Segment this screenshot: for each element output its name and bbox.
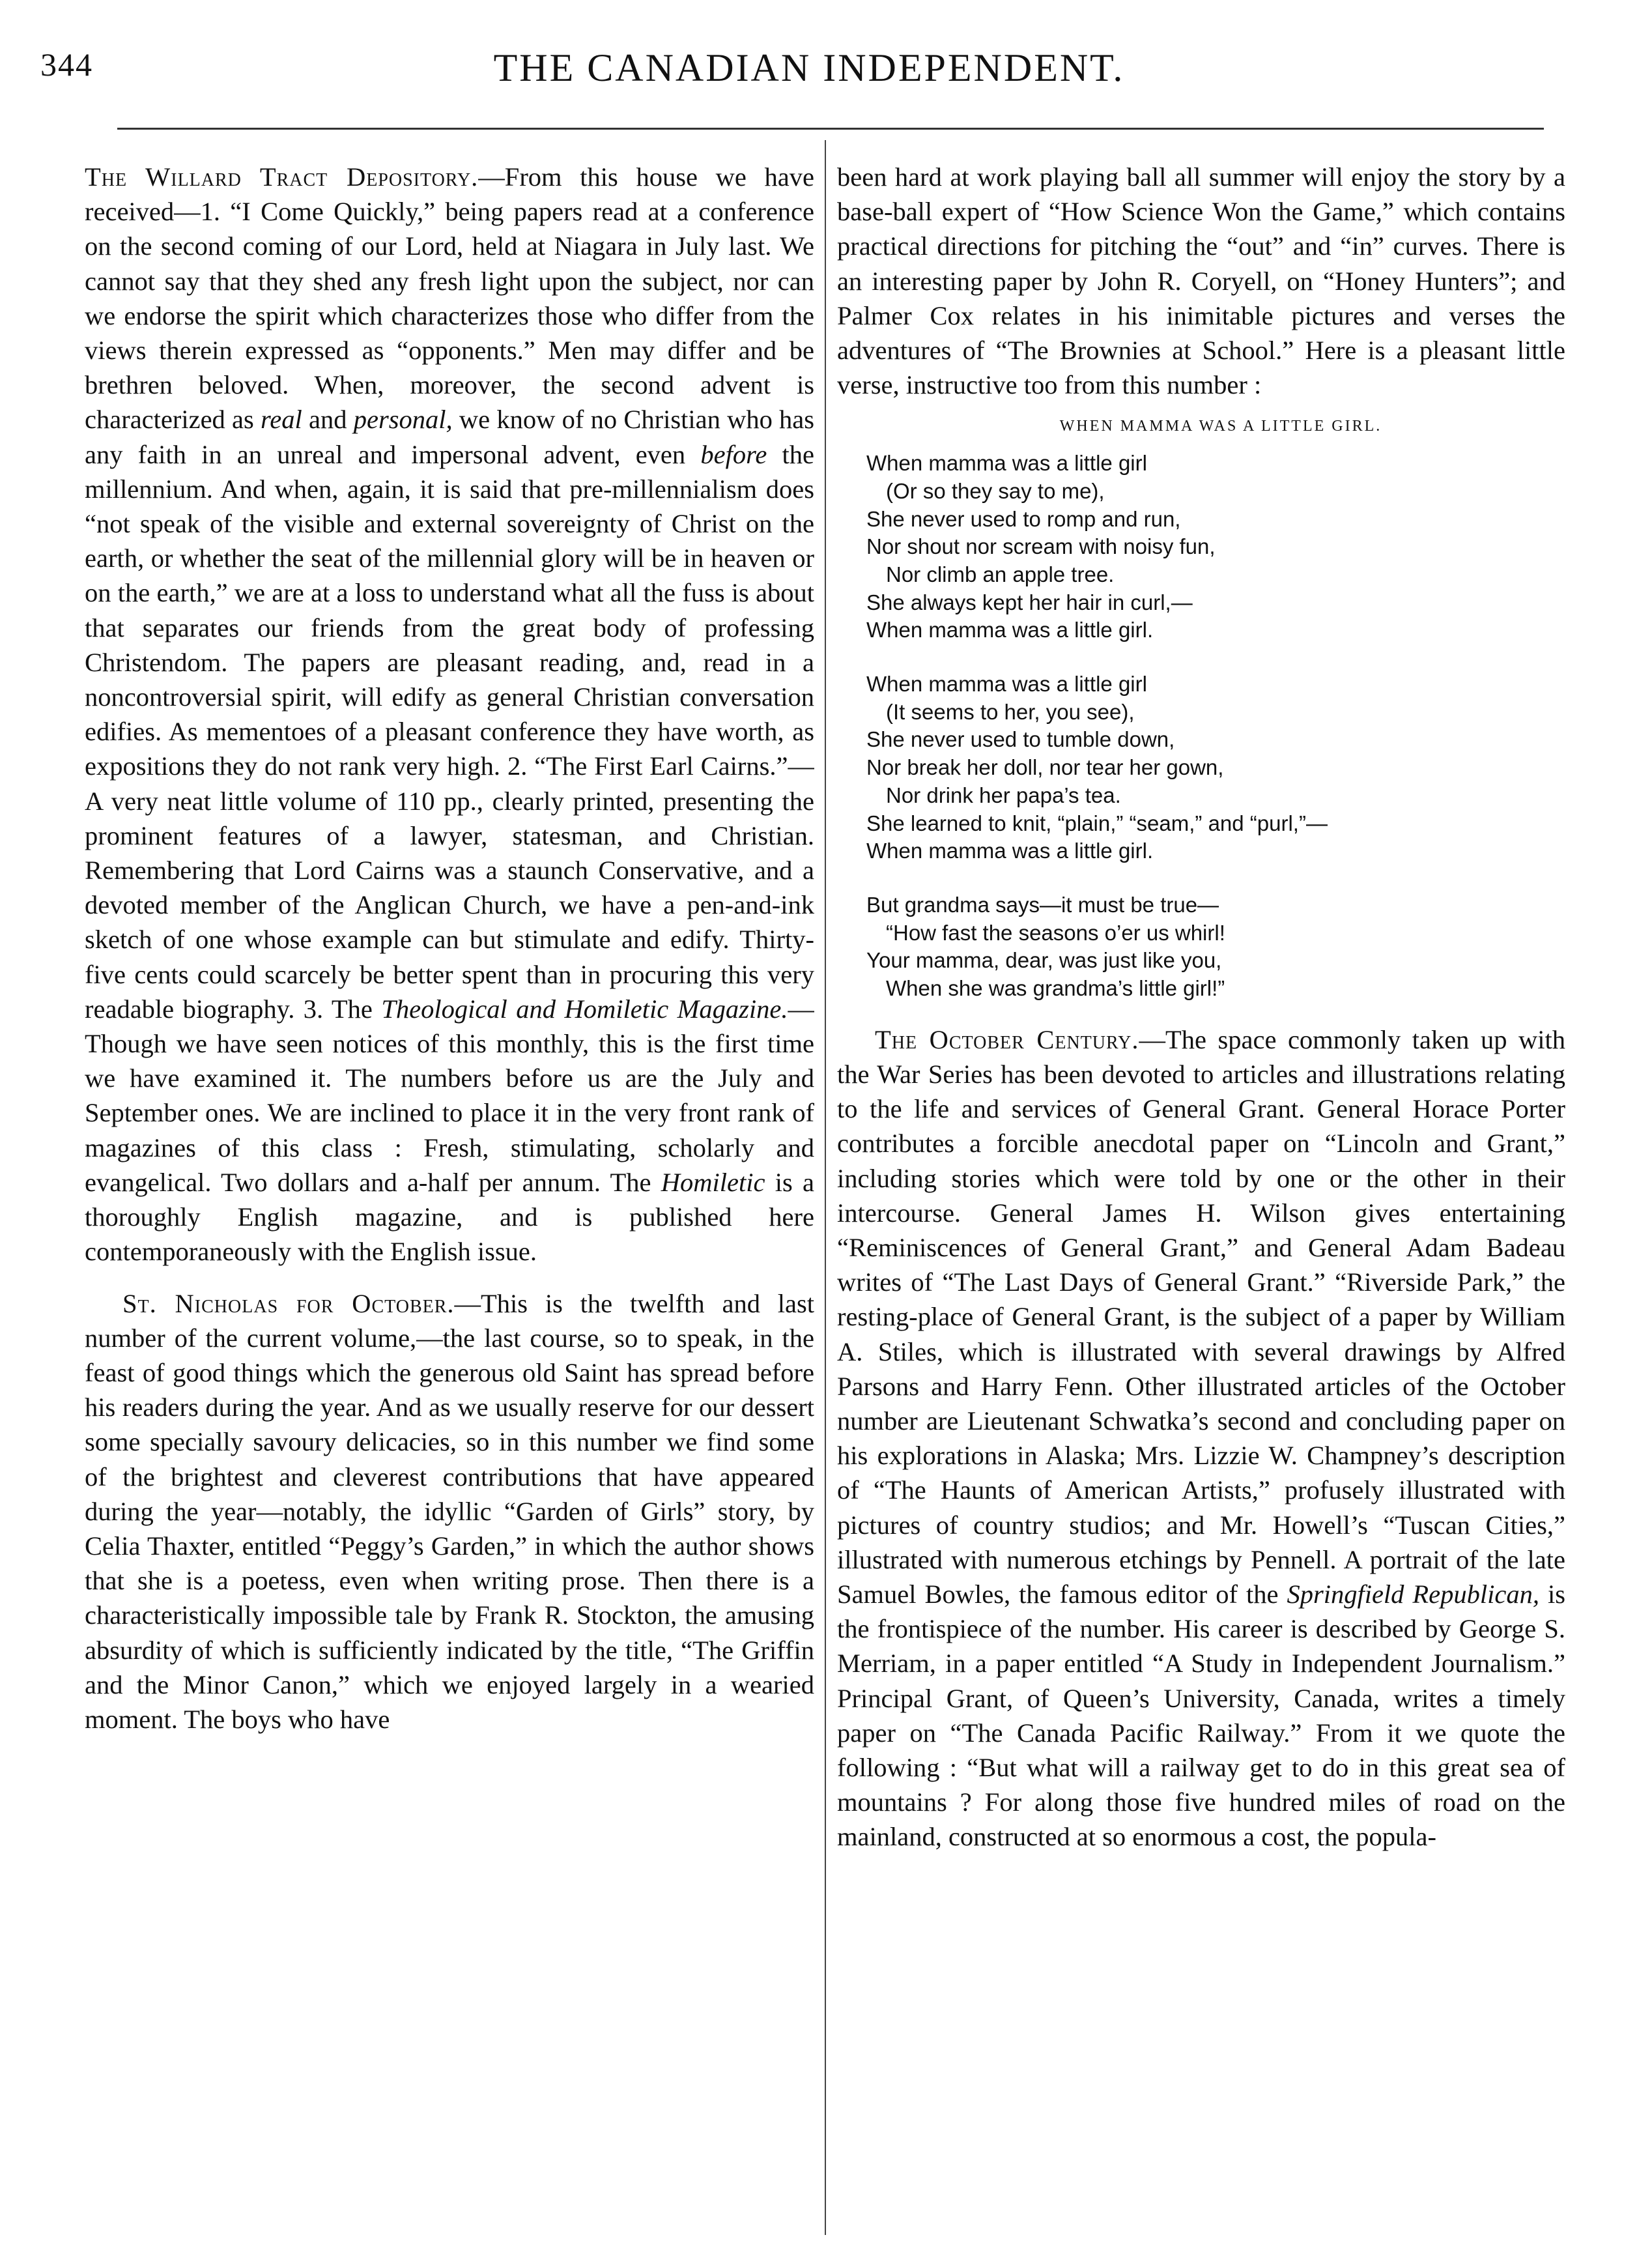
verse-line: She never used to romp and run, [866,506,1181,531]
page-header [40,46,1578,104]
verse-line: When mamma was a little girl [866,672,1147,697]
left-column [85,160,814,2238]
verse-line: She learned to knit, “plain,” “seam,” and “purl,”— [866,811,1328,835]
section-heading: The Willard Tract Depository. [85,162,479,192]
header-rule [117,128,1544,130]
verse-line: When she was grandma’s little girl!” [886,976,1225,1001]
verse-line: “How fast the seasons o’er us whirl! [886,920,1225,945]
verse-line: Nor drink her papa’s tea. [886,783,1121,807]
verse-line: Nor shout nor scream with noisy fun, [866,534,1216,559]
verse-line: She never used to tumble down, [866,727,1175,752]
section-heading: St. Nicholas for October. [122,1288,455,1318]
running-title: THE CANADIAN INDEPENDENT. [493,46,1125,89]
poem [837,412,1565,1002]
page-number: 344 [40,46,93,83]
verse-line: When mamma was a little girl [866,451,1147,476]
poem-stanza [866,670,1565,865]
st-nicholas-review: St. Nicholas for October.—This is the twelfth and last number of the current volume,—the last course, so to speak, in the feast of good things which the generous old Saint has spread before his readers during the year. And as we usually reserve for our dessert some specially savoury delicacies, so in this number we find some of the brightest and cleverest contributions that have appeared during the year—notably, the idyllic “Garden of Girls” story, by Celia Thaxter, entitled “Peggy’s Garden,” in which the author shows that she is a poetess, even when writing prose. Then there is a characteristically impossible tale by Frank R. Stockton, the amusing absurdity of which is sufficiently indicated by the title, “The Griffin and the Minor Canon,” which we enjoyed largely in a wearied moment. The boys who have [85,1288,814,1734]
verse-line: (Or so they say to me), [886,478,1105,503]
verse-line: Nor climb an apple tree. [886,562,1115,586]
verse-line: She always kept her hair in curl,— [866,590,1193,614]
verse-line: (It seems to her, you see), [886,699,1135,724]
poem-stanza [866,450,1565,644]
october-century-review: The October Century.—The space commonly taken up with the War Series has been devoted to articles and illustrations relating to the life and services of General Grant. General Horace Porter contributes a forcible anecdotal paper on “Lincoln and Grant,” including stories which were told by one or the other in their intercourse. General James H. Wilson gives entertaining “Reminiscences of General Grant,” and General Adam Badeau writes of “The Last Days of General Grant.” “Riverside Park,” the resting-place of General Grant, is the subject of a paper by William A. Stiles, which is illustrated with several drawings by Alfred Parsons and Harry Fenn. Other illustrated articles of the October number are Lieutenant Schwatka’s second and concluding paper on his explorations in Alaska; Mrs. Lizzie W. Champney’s description of “The Haunts of American Artists,” profusely illustrated with pictures of country studios; and Mr. Howell’s “Tuscan Cities,” illustrated with numerous etchings by Pennell. A portrait of the late Samuel Bowles, the famous editor of the Springfield Republican, is the frontispiece of the number. His career is described by George S. Merriam, in a paper entitled “A Study in Independent Journalism.” Principal Grant, of Queen’s University, Canada, writes a timely paper on “The Canada Pacific Railway.” From it we quote the following : “But what will a railway get to do in this great sea of mountains ? For along those five hundred miles of road on the mainland, constructed at so enormous a cost, the popula- [837,1024,1565,1852]
verse-line: When mamma was a little girl. [866,839,1154,863]
verse-line: Your mamma, dear, was just like you, [866,948,1222,973]
section-heading: The October Century. [875,1024,1139,1054]
poem-title: WHEN MAMMA WAS A LITTLE GIRL. [1059,418,1382,435]
right-column [837,160,1565,2238]
verse-line: But grandma says—it must be true— [866,892,1219,917]
column-divider [825,140,826,2235]
verse-line: When mamma was a little girl. [866,618,1154,642]
willard-tract-review: The Willard Tract Depository.—From this house we have received—1. “I Come Quickly,” being papers read at a conference on the second coming of our Lord, held at Niagara in July last. We cannot say that they shed any fresh light upon the subject, nor can we endorse the spirit which characterizes those who differ from the views therein expressed as “opponents.” Men may differ and be brethren beloved. When, moreover, the second advent is characterized as real and personal, we know of no Christian who has any faith in an unreal and impersonal advent, even before the millennium. And when, again, it is said that pre-millennialism does “not speak of the visible and external sovereignty of Christ on the earth, or whether the seat of the millennial glory will be in heaven or on the earth,” we are at a loss to understand what all the fuss is about that separates our friends from the great body of professing Christendom. The papers are pleasant reading, and, read in a noncontroversial spirit, will edify as general Christian conversation edifies. As mementoes of a pleasant conference they have worth, as expositions they do not rank very high. 2. “The First Earl Cairns.”—A very neat little volume of 110 pp., clearly printed, presenting the prominent features of a lawyer, statesman, and Christian. Remembering that Lord Cairns was a staunch Conservative, and a devoted member of the Anglican Church, we have a pen-and-ink sketch of one whose example can but stimulate and edify. Thirty-five cents could scarcely be better spent than in procuring this very readable biography. 3. The Theological and Homiletic Magazine.—Though we have seen notices of this monthly, this is the first time we have examined it. The numbers before us are the July and September ones. We are inclined to place it in the very front rank of magazines of this class : Fresh, stimulating, scholarly and evangelical. Two dollars and a-half per annum. The Homiletic is a thoroughly English magazine, and is published here contemporaneously with the English issue. [85,162,814,1267]
st-nicholas-continued: been hard at work playing ball all summer will enjoy the story by a base-ball expert of “How Science Won the Game,” which contains practical directions for pitching the “out” and “in” curves. There is an interesting paper by John R. Coryell, on “Honey Hunters”; and Palmer Cox relates in his inimitable pictures and verses the adventures of “The Brownies at School.” Here is a pleasant little verse, instructive too from this number : [837,162,1565,400]
poem-stanza [866,891,1565,1003]
verse-line: Nor break her doll, nor tear her gown, [866,755,1224,780]
